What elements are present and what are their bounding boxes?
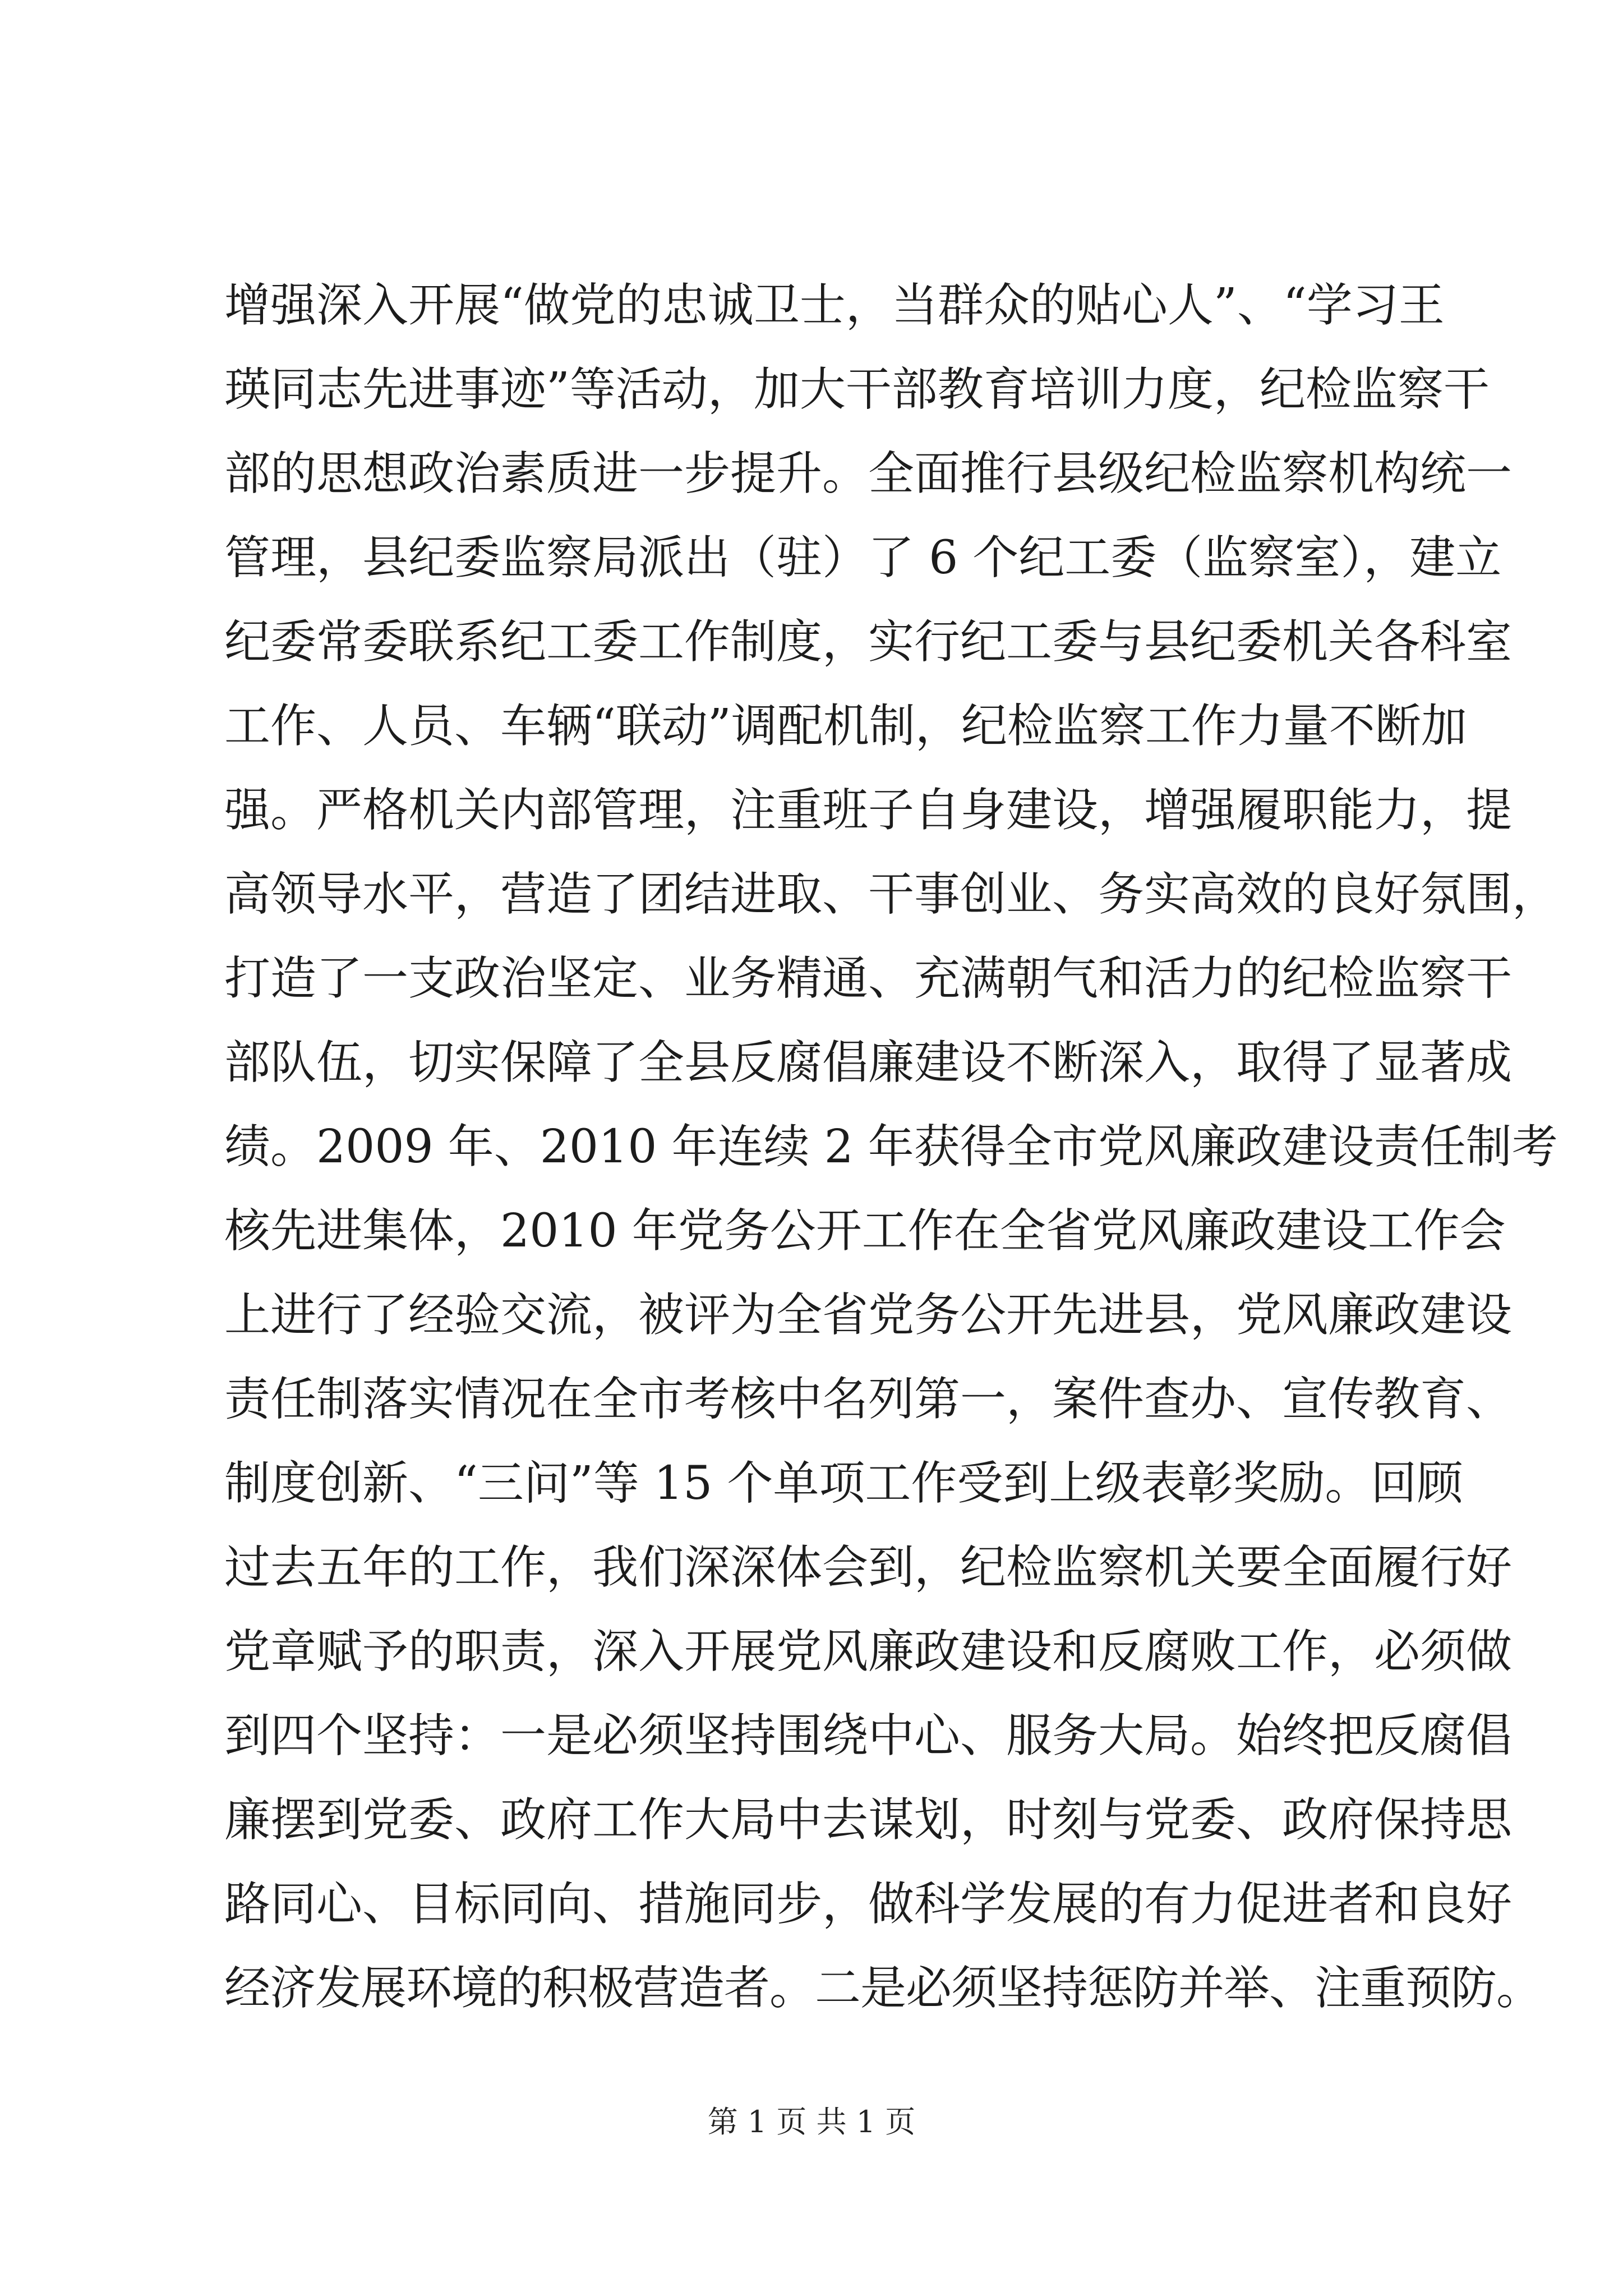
- text-line: 廉摆到党委、政府工作大局中去谋划，时刻与党委、政府保持思: [224, 1793, 1513, 1847]
- text-line: 打造了一支政治坚定、业务精通、充满朝气和活力的纪检监察干: [224, 952, 1513, 1005]
- text-line: 纪委常委联系纪工委工作制度，实行纪工委与县纪委机关各科室: [224, 615, 1513, 669]
- text-line: 路同心、目标同向、措施同步，做科学发展的有力促进者和良好: [224, 1878, 1513, 1931]
- text-line: 上进行了经验交流，被评为全省党务公开先进县，党风廉政建设: [224, 1289, 1513, 1342]
- text-line: 经济发展环境的积极营造者。二是必须坚持惩防并举、注重预防。: [224, 1962, 1542, 2015]
- text-line: 部队伍，切实保障了全县反腐倡廉建设不断深入，取得了显著成: [224, 1036, 1513, 1089]
- text-line: 部的思想政治素质进一步提升。全面推行县级纪检监察机构统一: [224, 447, 1513, 500]
- text-line: 工作、人员、车辆“联动”调配机制，纪检监察工作力量不断加: [224, 700, 1467, 753]
- text-line: 核先进集体，2010 年党务公开工作在全省党风廉政建设工作会: [224, 1204, 1506, 1258]
- text-line: 管理，县纪委监察局派出（驻）了 6 个纪工委（监察室），建立: [224, 531, 1502, 585]
- text-line: 制度创新、“三问”等 15 个单项工作受到上级表彰奖励。回顾: [224, 1457, 1463, 1510]
- text-line: 强。严格机关内部管理，注重班子自身建设，增强履职能力，提: [224, 784, 1513, 837]
- text-line: 高领导水平，营造了团结进取、干事创业、务实高效的良好氛围，: [224, 868, 1559, 921]
- document-body: [224, 264, 1559, 2031]
- text-line: 增强深入开展“做党的忠诚卫士，当群众的贴心人”、“学习王: [224, 279, 1445, 332]
- text-line: 到四个坚持：一是必须坚持围绕中心、服务大局。始终把反腐倡: [224, 1709, 1513, 1763]
- text-line: 党章赋予的职责，深入开展党风廉政建设和反腐败工作，必须做: [224, 1625, 1513, 1678]
- text-line: 绩。2009 年、2010 年连续 2 年获得全市党风廉政建设责任制考: [224, 1120, 1558, 1174]
- text-line: 过去五年的工作，我们深深体会到，纪检监察机关要全面履行好: [224, 1541, 1513, 1594]
- text-line: 瑛同志先进事迹”等活动，加大干部教育培训力度，纪检监察干: [224, 363, 1490, 416]
- text-line: 责任制落实情况在全市考核中名列第一，案件查办、宣传教育、: [224, 1373, 1513, 1426]
- page-footer: 第 1 页 共 1 页: [707, 2104, 916, 2139]
